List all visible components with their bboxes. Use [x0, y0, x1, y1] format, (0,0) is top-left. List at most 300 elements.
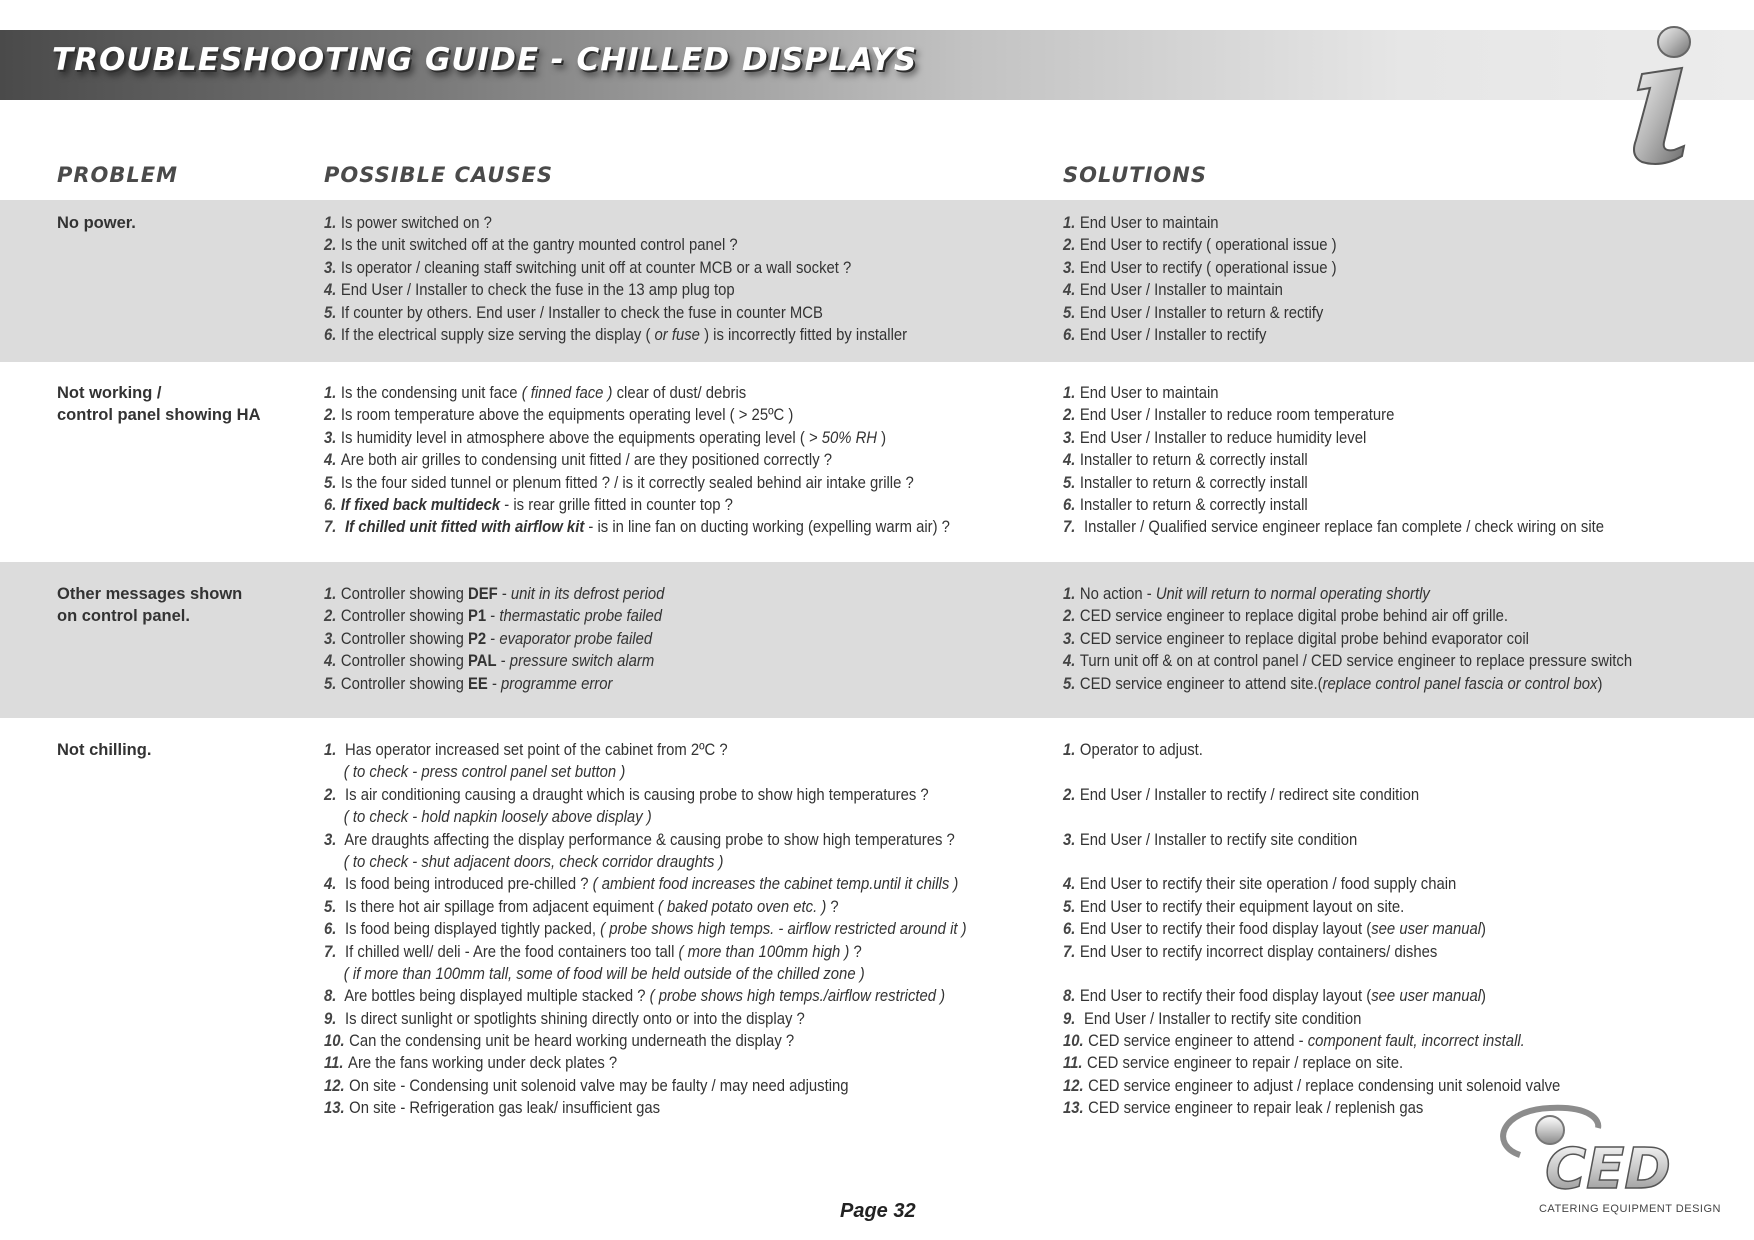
item-text	[1080, 1010, 1361, 1028]
text-segment: On site - Refrigeration gas leak/ insufficient gas	[349, 1099, 661, 1118]
item-text	[1080, 451, 1308, 469]
causes-list	[324, 382, 1019, 539]
list-item	[1063, 279, 1337, 301]
list-item	[324, 739, 967, 761]
text-segment: )	[1481, 987, 1486, 1006]
text-segment: - is in line fan on ducting working (expelling warm air) ?	[584, 518, 950, 537]
item-number: 12.	[324, 1076, 345, 1095]
list-item	[324, 829, 967, 851]
text-segment: unit in its defrost period	[510, 585, 665, 603]
text-segment: DEF	[468, 585, 498, 603]
text-segment: End User to rectify their site operation / food supply chain	[1079, 875, 1457, 894]
item-text	[1080, 304, 1323, 322]
item-text	[1080, 652, 1632, 670]
list-item	[324, 941, 967, 963]
item-number: 6.	[324, 495, 337, 514]
text-segment: CED service engineer to replace digital probe behind evaporator coil	[1079, 629, 1529, 648]
list-item	[1063, 605, 1632, 627]
text-segment: Controller showing	[340, 607, 468, 626]
list-item	[324, 279, 907, 301]
item-text	[1080, 474, 1308, 492]
text-segment: - is rear grille fitted in counter top ?	[500, 495, 733, 514]
item-text	[341, 875, 958, 893]
list-item	[324, 673, 664, 695]
list-item	[1063, 873, 1560, 895]
item-number: 5.	[324, 303, 337, 322]
text-segment: ( ambient food increases the cabinet temp.until it chills )	[592, 875, 959, 894]
list-item	[324, 985, 967, 1007]
text-segment: or fuse	[654, 325, 700, 344]
ced-logo-tagline: CATERING EQUIPMENT DESIGN	[1538, 1203, 1722, 1215]
list-item	[1063, 650, 1632, 672]
text-segment: ( more than 100mm high )	[678, 942, 850, 961]
item-number: 6.	[324, 920, 337, 939]
text-segment: Controller showing	[340, 629, 468, 648]
item-number: 5.	[1063, 303, 1076, 322]
problem-label: Not working / control panel showing HA	[57, 384, 261, 425]
list-item	[1063, 427, 1604, 449]
item-text	[1088, 1077, 1560, 1095]
text-segment: PAL	[468, 652, 497, 671]
list-item	[324, 761, 967, 783]
item-text	[349, 1032, 794, 1050]
text-segment: If counter by others. End user / Installer to check the fuse in counter MCB	[340, 303, 823, 322]
list-item	[324, 1030, 967, 1052]
text-segment: Unit will return to normal operating shortly	[1155, 585, 1430, 603]
item-number: 9.	[324, 1009, 337, 1028]
item-text	[1080, 898, 1404, 916]
list-item	[324, 896, 967, 918]
list-item	[324, 212, 907, 234]
text-segment: Installer / Qualified service engineer replace fan complete / check wiring on site	[1079, 518, 1605, 537]
list-item	[324, 583, 664, 605]
item-number: 2.	[1063, 236, 1076, 255]
text-segment: End User / Installer to rectify site condition	[1079, 1009, 1362, 1028]
item-text	[1080, 607, 1508, 625]
item-number: 5.	[1063, 473, 1076, 492]
header-banner	[0, 30, 1754, 100]
list-item	[324, 1008, 967, 1030]
text-segment: -	[486, 629, 500, 648]
item-number: 11.	[1063, 1054, 1083, 1073]
text-segment: Controller showing	[340, 674, 468, 693]
item-text	[344, 853, 724, 871]
item-text	[1080, 214, 1219, 232]
solutions-list	[1063, 739, 1616, 1120]
item-text	[341, 1010, 805, 1028]
page-title: TROUBLESHOOTING GUIDE - CHILLED DISPLAYS	[52, 42, 918, 78]
list-item	[324, 851, 967, 873]
item-number: 3.	[1063, 258, 1076, 277]
list-item	[324, 516, 950, 538]
solutions-list	[1063, 212, 1367, 346]
text-segment: ( probe shows high temps./airflow restricted )	[649, 987, 946, 1006]
text-segment: Are draughts affecting the display performance & causing probe to show high temperatures ?	[340, 830, 955, 849]
item-number: 8.	[324, 987, 337, 1006]
item-number: 7.	[1063, 942, 1076, 961]
item-number: 4.	[1063, 281, 1076, 300]
item-text	[341, 281, 735, 299]
list-item	[324, 784, 967, 806]
item-number: 4.	[324, 875, 337, 894]
list-item	[324, 302, 907, 324]
text-segment: -	[497, 585, 511, 603]
item-number: 2.	[324, 406, 337, 425]
text-segment: -	[486, 607, 500, 626]
ced-logo-text: CED	[1545, 1137, 1671, 1202]
item-number: 1.	[324, 741, 337, 759]
column-heading-problem: PROBLEM	[57, 163, 179, 187]
problem-label: No power.	[57, 214, 136, 232]
item-number: 4.	[1063, 451, 1076, 470]
text-segment: End User / Installer to rectify / redirect site condition	[1079, 785, 1420, 804]
text-segment: End User to rectify their equipment layout on site.	[1079, 897, 1405, 916]
item-text	[1080, 518, 1604, 536]
text-segment: ( to check - shut adjacent doors, check corridor draughts )	[343, 852, 724, 871]
list-item	[1063, 494, 1604, 516]
text-segment: Is power switched on ?	[340, 214, 492, 232]
list-item	[1063, 896, 1560, 918]
item-number: 7.	[1063, 518, 1076, 537]
item-number: 13.	[324, 1099, 345, 1118]
item-text	[341, 259, 851, 277]
text-segment: Installer to return & correctly install	[1079, 495, 1308, 514]
item-text	[341, 496, 733, 514]
text-segment: ?	[826, 897, 839, 916]
item-text	[344, 808, 652, 826]
item-number: 1.	[1063, 741, 1076, 759]
item-number: 4.	[1063, 652, 1076, 671]
item-text	[341, 920, 967, 938]
item-number: 7.	[324, 942, 337, 961]
text-segment: ( probe shows high temps. - airflow restricted around it )	[600, 920, 967, 939]
list-item	[1063, 1075, 1560, 1097]
item-text	[1080, 496, 1308, 514]
item-text	[1080, 630, 1529, 648]
text-segment: P1	[468, 607, 487, 626]
text-segment: CED service engineer to attend site.(	[1079, 674, 1323, 693]
text-segment: No action -	[1079, 585, 1156, 603]
ced-logo	[1480, 1100, 1730, 1220]
item-text	[341, 741, 728, 759]
text-segment: -	[487, 674, 502, 693]
text-segment: programme error	[501, 674, 613, 693]
text-segment: ( finned face )	[521, 384, 613, 402]
item-number: 3.	[1063, 428, 1076, 447]
item-text	[1088, 1099, 1423, 1117]
text-segment: replace control panel fascia or control box	[1322, 674, 1598, 693]
item-number: 3.	[324, 830, 337, 849]
text-segment: P2	[468, 629, 487, 648]
item-text	[1080, 987, 1486, 1005]
problem-label: Not chilling.	[57, 741, 152, 759]
causes-list	[324, 583, 702, 695]
list-item	[324, 324, 907, 346]
item-text	[1080, 920, 1486, 938]
item-text	[1080, 875, 1456, 893]
item-number: 8.	[1063, 987, 1076, 1006]
text-segment: CED service engineer to adjust / replace condensing unit solenoid valve	[1088, 1076, 1561, 1095]
list-item	[324, 873, 967, 895]
text-segment: Has operator increased set point of the cabinet from 2ºC ?	[340, 741, 728, 759]
item-text	[341, 630, 652, 648]
item-text	[1080, 831, 1357, 849]
text-segment: ( if more than 100mm tall, some of food will be held outside of the chilled zone )	[343, 964, 865, 983]
section-not-working	[0, 362, 1754, 562]
list-item	[324, 918, 967, 940]
list-item	[1063, 257, 1337, 279]
list-item	[324, 494, 950, 516]
list-item	[1063, 963, 1560, 985]
page-number: Page 32	[840, 1200, 916, 1222]
item-number: 7.	[324, 518, 337, 537]
list-item	[324, 628, 664, 650]
text-segment: Installer to return & correctly install	[1079, 473, 1308, 492]
item-text	[344, 763, 625, 781]
column-heading-causes: POSSIBLE CAUSES	[324, 163, 553, 187]
text-segment: -	[496, 652, 510, 671]
list-item	[1063, 472, 1604, 494]
text-segment: Controller showing	[340, 585, 468, 603]
item-number: 1.	[324, 585, 337, 603]
item-text	[349, 1077, 848, 1095]
text-segment: ) is incorrectly fitted by installer	[699, 325, 908, 344]
item-number: 2.	[324, 236, 337, 255]
item-number: 6.	[1063, 495, 1076, 514]
item-number: 2.	[1063, 607, 1076, 626]
text-segment: clear of dust/ debris	[612, 384, 747, 402]
text-segment: Can the condensing unit be heard working underneath the display ?	[349, 1032, 795, 1051]
list-item	[1063, 784, 1560, 806]
text-segment: Is food being introduced pre-chilled ?	[340, 875, 593, 894]
item-number: 10.	[324, 1032, 345, 1051]
section-no-power	[0, 200, 1754, 362]
text-segment: End User / Installer to reduce room temperature	[1079, 406, 1395, 425]
item-text	[341, 326, 907, 344]
list-item	[1063, 324, 1337, 346]
list-item	[1063, 583, 1632, 605]
list-item	[1063, 918, 1560, 940]
list-item	[1063, 382, 1604, 404]
list-item	[324, 650, 664, 672]
item-text	[1080, 741, 1203, 759]
causes-list	[324, 739, 1038, 1120]
text-segment: Is room temperature above the equipments operating level ( > 25ºC )	[340, 406, 794, 425]
item-number: 6.	[1063, 325, 1076, 344]
info-i-icon	[1612, 22, 1707, 172]
item-text	[341, 384, 746, 402]
item-number: 4.	[324, 652, 337, 671]
item-number: 3.	[324, 629, 337, 648]
item-number: 2.	[1063, 406, 1076, 425]
text-segment: Is food being displayed tightly packed,	[340, 920, 601, 939]
item-number: 5.	[324, 897, 337, 916]
item-number: 3.	[324, 428, 337, 447]
text-segment: If chilled unit fitted with airflow kit	[340, 518, 585, 537]
list-item	[1063, 829, 1560, 851]
list-item	[1063, 234, 1337, 256]
list-item	[324, 1052, 967, 1074]
list-item	[1063, 628, 1632, 650]
text-segment: End User to rectify ( operational issue )	[1079, 258, 1337, 277]
list-item	[324, 234, 907, 256]
text-segment: End User to rectify their food display layout (	[1079, 920, 1372, 939]
text-segment: > 50% RH	[808, 428, 878, 447]
item-text	[341, 585, 665, 603]
item-text	[1087, 1054, 1403, 1072]
list-item	[1063, 212, 1337, 234]
text-segment: ( to check - hold napkin loosely above display )	[343, 808, 652, 827]
item-number: 6.	[1063, 920, 1076, 939]
text-segment: End User to rectify incorrect display containers/ dishes	[1079, 942, 1438, 961]
text-segment: If chilled well/ deli - Are the food containers too tall	[340, 942, 679, 961]
item-number: 13.	[1063, 1099, 1084, 1118]
item-text	[341, 786, 929, 804]
item-text	[341, 518, 950, 536]
item-number: 3.	[1063, 629, 1076, 648]
item-number: 2.	[1063, 785, 1076, 804]
list-item	[324, 1075, 967, 1097]
solutions-list	[1063, 382, 1664, 539]
item-text	[341, 474, 914, 492]
text-segment: Is the condensing unit face	[340, 384, 522, 402]
list-item	[324, 1097, 967, 1119]
list-item	[1063, 851, 1560, 873]
text-segment: Is there hot air spillage from adjacent equiment	[340, 897, 658, 916]
text-segment: On site - Condensing unit solenoid valve may be faulty / may need adjusting	[349, 1076, 849, 1095]
text-segment: Is the unit switched off at the gantry mounted control panel ?	[340, 236, 738, 255]
text-segment: Is humidity level in atmosphere above the equipments operating level (	[340, 428, 809, 447]
text-segment: End User to maintain	[1079, 214, 1219, 232]
item-number: 6.	[324, 325, 337, 344]
item-text	[341, 652, 654, 670]
list-item	[1063, 449, 1604, 471]
text-segment: pressure switch alarm	[509, 652, 655, 671]
item-text	[341, 831, 955, 849]
list-item	[1063, 404, 1604, 426]
text-segment: End User / Installer to rectify site condition	[1079, 830, 1358, 849]
text-segment: Installer to return & correctly install	[1079, 451, 1308, 470]
item-text	[1080, 406, 1394, 424]
item-number: 3.	[324, 258, 337, 277]
text-segment: )	[1481, 920, 1486, 939]
text-segment: Is operator / cleaning staff switching unit off at counter MCB or a wall socket ?	[340, 258, 852, 277]
item-text	[1080, 786, 1419, 804]
list-item	[324, 449, 950, 471]
item-number: 4.	[1063, 875, 1076, 894]
item-number: 1.	[1063, 384, 1076, 402]
text-segment: ?	[849, 942, 862, 961]
item-text	[341, 304, 823, 322]
item-text	[1080, 281, 1283, 299]
text-segment: Are the fans working under deck plates ?	[348, 1054, 618, 1073]
item-text	[349, 1099, 660, 1117]
text-segment: Is air conditioning causing a draught which is causing probe to show high temperatures ?	[340, 785, 929, 804]
item-text	[1080, 585, 1430, 603]
item-text	[344, 965, 865, 983]
text-segment: Is direct sunlight or spotlights shining directly onto or into the display ?	[340, 1009, 805, 1028]
text-segment: End User / Installer to maintain	[1079, 281, 1283, 300]
item-text	[341, 429, 886, 447]
list-item	[1063, 941, 1560, 963]
list-item	[324, 257, 907, 279]
list-item	[1063, 739, 1560, 761]
text-segment: CED service engineer to attend -	[1088, 1032, 1308, 1051]
text-segment: CED service engineer to replace digital probe behind air off grille.	[1079, 607, 1509, 626]
text-segment: evaporator probe failed	[499, 629, 653, 648]
text-segment: thermastatic probe failed	[499, 607, 662, 626]
item-number: 1.	[1063, 585, 1076, 603]
item-text	[341, 451, 832, 469]
text-segment: Turn unit off & on at control panel / CED service engineer to replace pressure switch	[1079, 652, 1633, 671]
item-number: 1.	[324, 214, 337, 232]
item-text	[1080, 675, 1603, 693]
item-number: 3.	[1063, 830, 1076, 849]
item-number: 2.	[324, 785, 337, 804]
list-item	[324, 963, 967, 985]
text-segment: Operator to adjust.	[1079, 741, 1203, 759]
list-item	[324, 427, 950, 449]
text-segment: component fault, incorrect install.	[1307, 1032, 1525, 1051]
item-text	[341, 943, 862, 961]
list-item	[324, 472, 950, 494]
item-number: 2.	[324, 607, 337, 626]
item-text	[341, 214, 492, 232]
text-segment: EE	[468, 674, 488, 693]
list-item	[324, 806, 967, 828]
item-number: 10.	[1063, 1032, 1084, 1051]
list-item	[1063, 673, 1632, 695]
list-item	[324, 605, 664, 627]
item-number: 4.	[324, 281, 337, 300]
text-segment: End User / Installer to check the fuse in the 13 amp plug top	[340, 281, 735, 300]
item-number: 5.	[324, 674, 337, 693]
item-text	[341, 607, 662, 625]
list-item	[324, 404, 950, 426]
text-segment: End User to maintain	[1079, 384, 1219, 402]
text-segment: see user manual	[1371, 920, 1482, 939]
item-text	[1080, 326, 1267, 344]
text-segment: CED service engineer to repair / replace on site.	[1087, 1054, 1404, 1073]
item-text	[348, 1054, 617, 1072]
list-item	[1063, 1052, 1560, 1074]
text-segment: Are bottles being displayed multiple stacked ?	[340, 987, 650, 1006]
item-text	[341, 236, 738, 254]
item-number: 4.	[324, 451, 337, 470]
text-segment: End User to rectify their food display layout (	[1079, 987, 1372, 1006]
column-heading-solutions: SOLUTIONS	[1063, 163, 1207, 187]
item-number: 12.	[1063, 1076, 1084, 1095]
item-text	[1080, 429, 1366, 447]
item-text	[341, 675, 613, 693]
list-item	[1063, 1008, 1560, 1030]
item-text	[341, 987, 945, 1005]
text-segment: CED service engineer to repair leak / replenish gas	[1088, 1099, 1424, 1118]
list-item	[1063, 1030, 1560, 1052]
list-item	[1063, 985, 1560, 1007]
text-segment: see user manual	[1371, 987, 1482, 1006]
text-segment: End User / Installer to reduce humidity level	[1079, 428, 1367, 447]
item-number: 5.	[324, 473, 337, 492]
item-text	[341, 406, 793, 424]
item-number: 9.	[1063, 1009, 1076, 1028]
item-number: 5.	[1063, 897, 1076, 916]
item-number: 11.	[324, 1054, 344, 1073]
item-text	[1080, 384, 1219, 402]
item-text	[341, 898, 839, 916]
text-segment: If the electrical supply size serving the display (	[340, 325, 655, 344]
item-text	[1080, 259, 1337, 277]
